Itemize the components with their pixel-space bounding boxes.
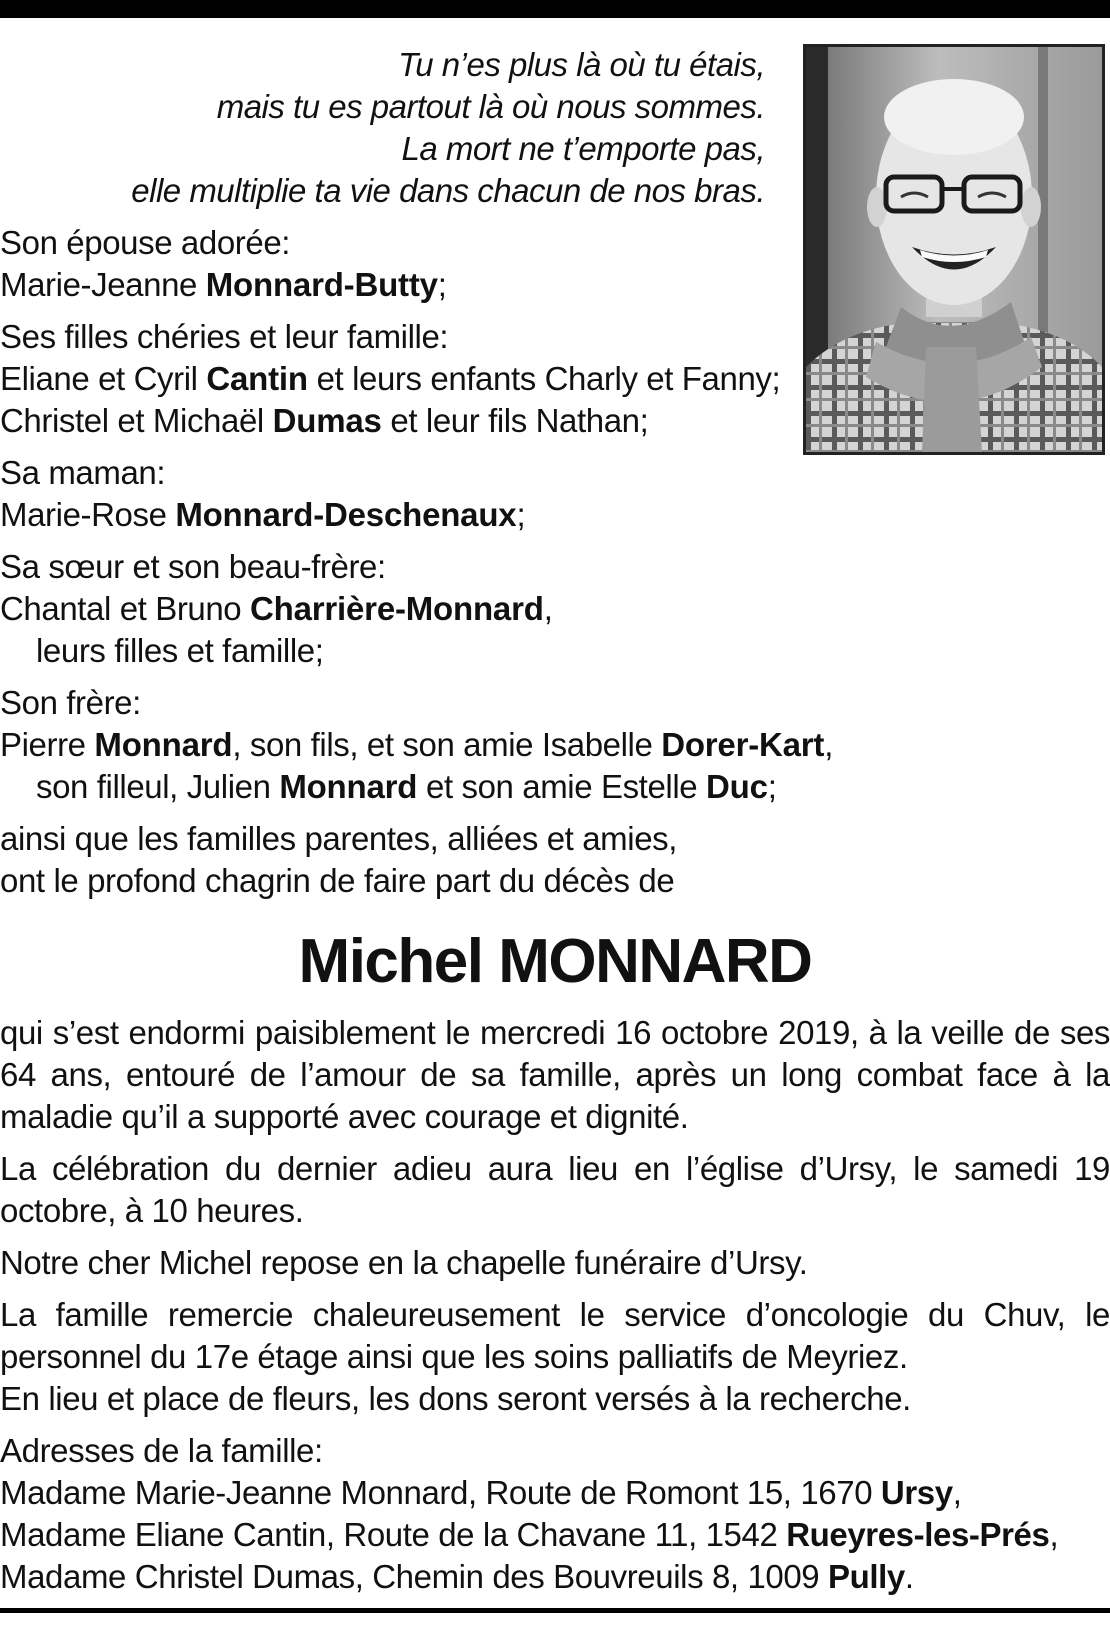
sister-label: Sa sœur et son beau-frère: <box>0 548 386 585</box>
poem-line: mais tu es partout là où nous sommes. <box>216 88 765 125</box>
family-name: Dorer-Kart <box>661 726 825 763</box>
family-group-brother <box>0 682 1110 808</box>
sister-line-cont: leurs filles et famille; <box>36 632 324 669</box>
family-name: Monnard-Deschenaux <box>175 496 517 533</box>
closing-announcement <box>0 818 1110 902</box>
poem-line: La mort ne t’emporte pas, <box>401 130 765 167</box>
family-name: Dumas <box>272 402 382 439</box>
first-names: Christel et Michaël <box>0 402 273 439</box>
punctuation: , <box>1049 1516 1059 1553</box>
family-group-mother <box>0 452 1110 536</box>
brother-line <box>0 724 1110 766</box>
first-names: Pierre <box>0 726 95 763</box>
thanks-text: La famille remercie chaleureusement le service d’oncologie du Chuv, le personnel du 17e étage ainsi que les soins palliatifs de Meyriez. <box>0 1296 1110 1375</box>
relation-text: et leur fils Nathan; <box>381 402 649 439</box>
family-group-daughters <box>0 316 1110 442</box>
brother-label: Son frère: <box>0 684 141 721</box>
family-name: Monnard <box>94 726 233 763</box>
first-names: Marie-Jeanne <box>0 266 206 303</box>
death-paragraph: qui s’est endormi paisiblement le mercredi 16 octobre 2019, à la veille de ses 64 ans, entouré de l’amour de sa famille, après un long combat face à la maladie qu’il a supporté avec courage et dignité. <box>0 1014 1110 1135</box>
poem-line: Tu n’es plus là où tu étais, <box>398 46 765 83</box>
daughter-line <box>0 358 1110 400</box>
punctuation: ; <box>516 496 526 533</box>
address-city: Pully <box>828 1558 905 1595</box>
family-name: Monnard <box>279 768 418 805</box>
address-text: Madame Eliane Cantin, Route de la Chavane 11, 1542 <box>0 1516 787 1553</box>
family-group-spouse <box>0 222 1110 306</box>
bottom-rule <box>0 1608 1110 1613</box>
punctuation: , <box>543 590 553 627</box>
top-rule <box>0 0 1110 18</box>
punctuation: . <box>904 1558 914 1595</box>
daughter-line <box>0 400 1110 442</box>
address-city: Ursy <box>880 1474 953 1511</box>
family-name: Cantin <box>206 360 308 397</box>
ceremony-paragraph: La célébration du dernier adieu aura lieu en l’église d’Ursy, le samedi 19 octobre, à 10 heures. <box>0 1150 1110 1229</box>
punctuation: ; <box>767 768 777 805</box>
addresses <box>0 1430 1110 1598</box>
rest-place-paragraph: Notre cher Michel repose en la chapelle funéraire d’Ursy. <box>0 1244 808 1281</box>
punctuation: , <box>952 1474 962 1511</box>
address-line <box>0 1472 1110 1514</box>
family-name: Duc <box>705 768 768 805</box>
relation-text: son filleul, Julien <box>36 768 280 805</box>
closing-line: ainsi que les familles parentes, alliées et amies, <box>0 820 678 857</box>
addresses-label: Adresses de la famille: <box>0 1432 323 1469</box>
address-text: Madame Christel Dumas, Chemin des Bouvreuils 8, 1009 <box>0 1558 829 1595</box>
address-line <box>0 1514 1110 1556</box>
first-names: Eliane et Cyril <box>0 360 207 397</box>
mother-label: Sa maman: <box>0 454 166 491</box>
punctuation: ; <box>437 266 447 303</box>
family-name: Charrière-Monnard <box>250 590 544 627</box>
poem <box>0 44 765 212</box>
relation-text: et son amie Estelle <box>417 768 706 805</box>
deceased-name: Michel MONNARD <box>298 927 812 996</box>
closing-line: ont le profond chagrin de faire part du décès de <box>0 862 675 899</box>
family-group-sister <box>0 546 1110 672</box>
family-list <box>0 222 1110 912</box>
obituary-body <box>0 1012 1110 1608</box>
mother-line <box>0 494 1110 536</box>
first-names: Marie-Rose <box>0 496 176 533</box>
sister-line <box>0 588 1110 630</box>
spouse-label: Son épouse adorée: <box>0 224 291 261</box>
address-city: Rueyres-les-Prés <box>786 1516 1050 1553</box>
first-names: Chantal et Bruno <box>0 590 251 627</box>
thanks-paragraph <box>0 1294 1110 1420</box>
family-name: Monnard-Butty <box>205 266 438 303</box>
donation-text: En lieu et place de fleurs, les dons seront versés à la recherche. <box>0 1380 911 1417</box>
brother-line-cont <box>0 766 1110 808</box>
relation-text: , son fils, et son amie Isabelle <box>232 726 662 763</box>
spouse-line <box>0 264 1110 306</box>
punctuation: , <box>824 726 834 763</box>
address-line <box>0 1556 1110 1598</box>
daughters-label: Ses filles chéries et leur famille: <box>0 318 449 355</box>
poem-line: elle multiplie ta vie dans chacun de nos bras. <box>131 172 765 209</box>
address-text: Madame Marie-Jeanne Monnard, Route de Romont 15, 1670 <box>0 1474 881 1511</box>
relation-text: et leurs enfants Charly et Fanny; <box>307 360 781 397</box>
